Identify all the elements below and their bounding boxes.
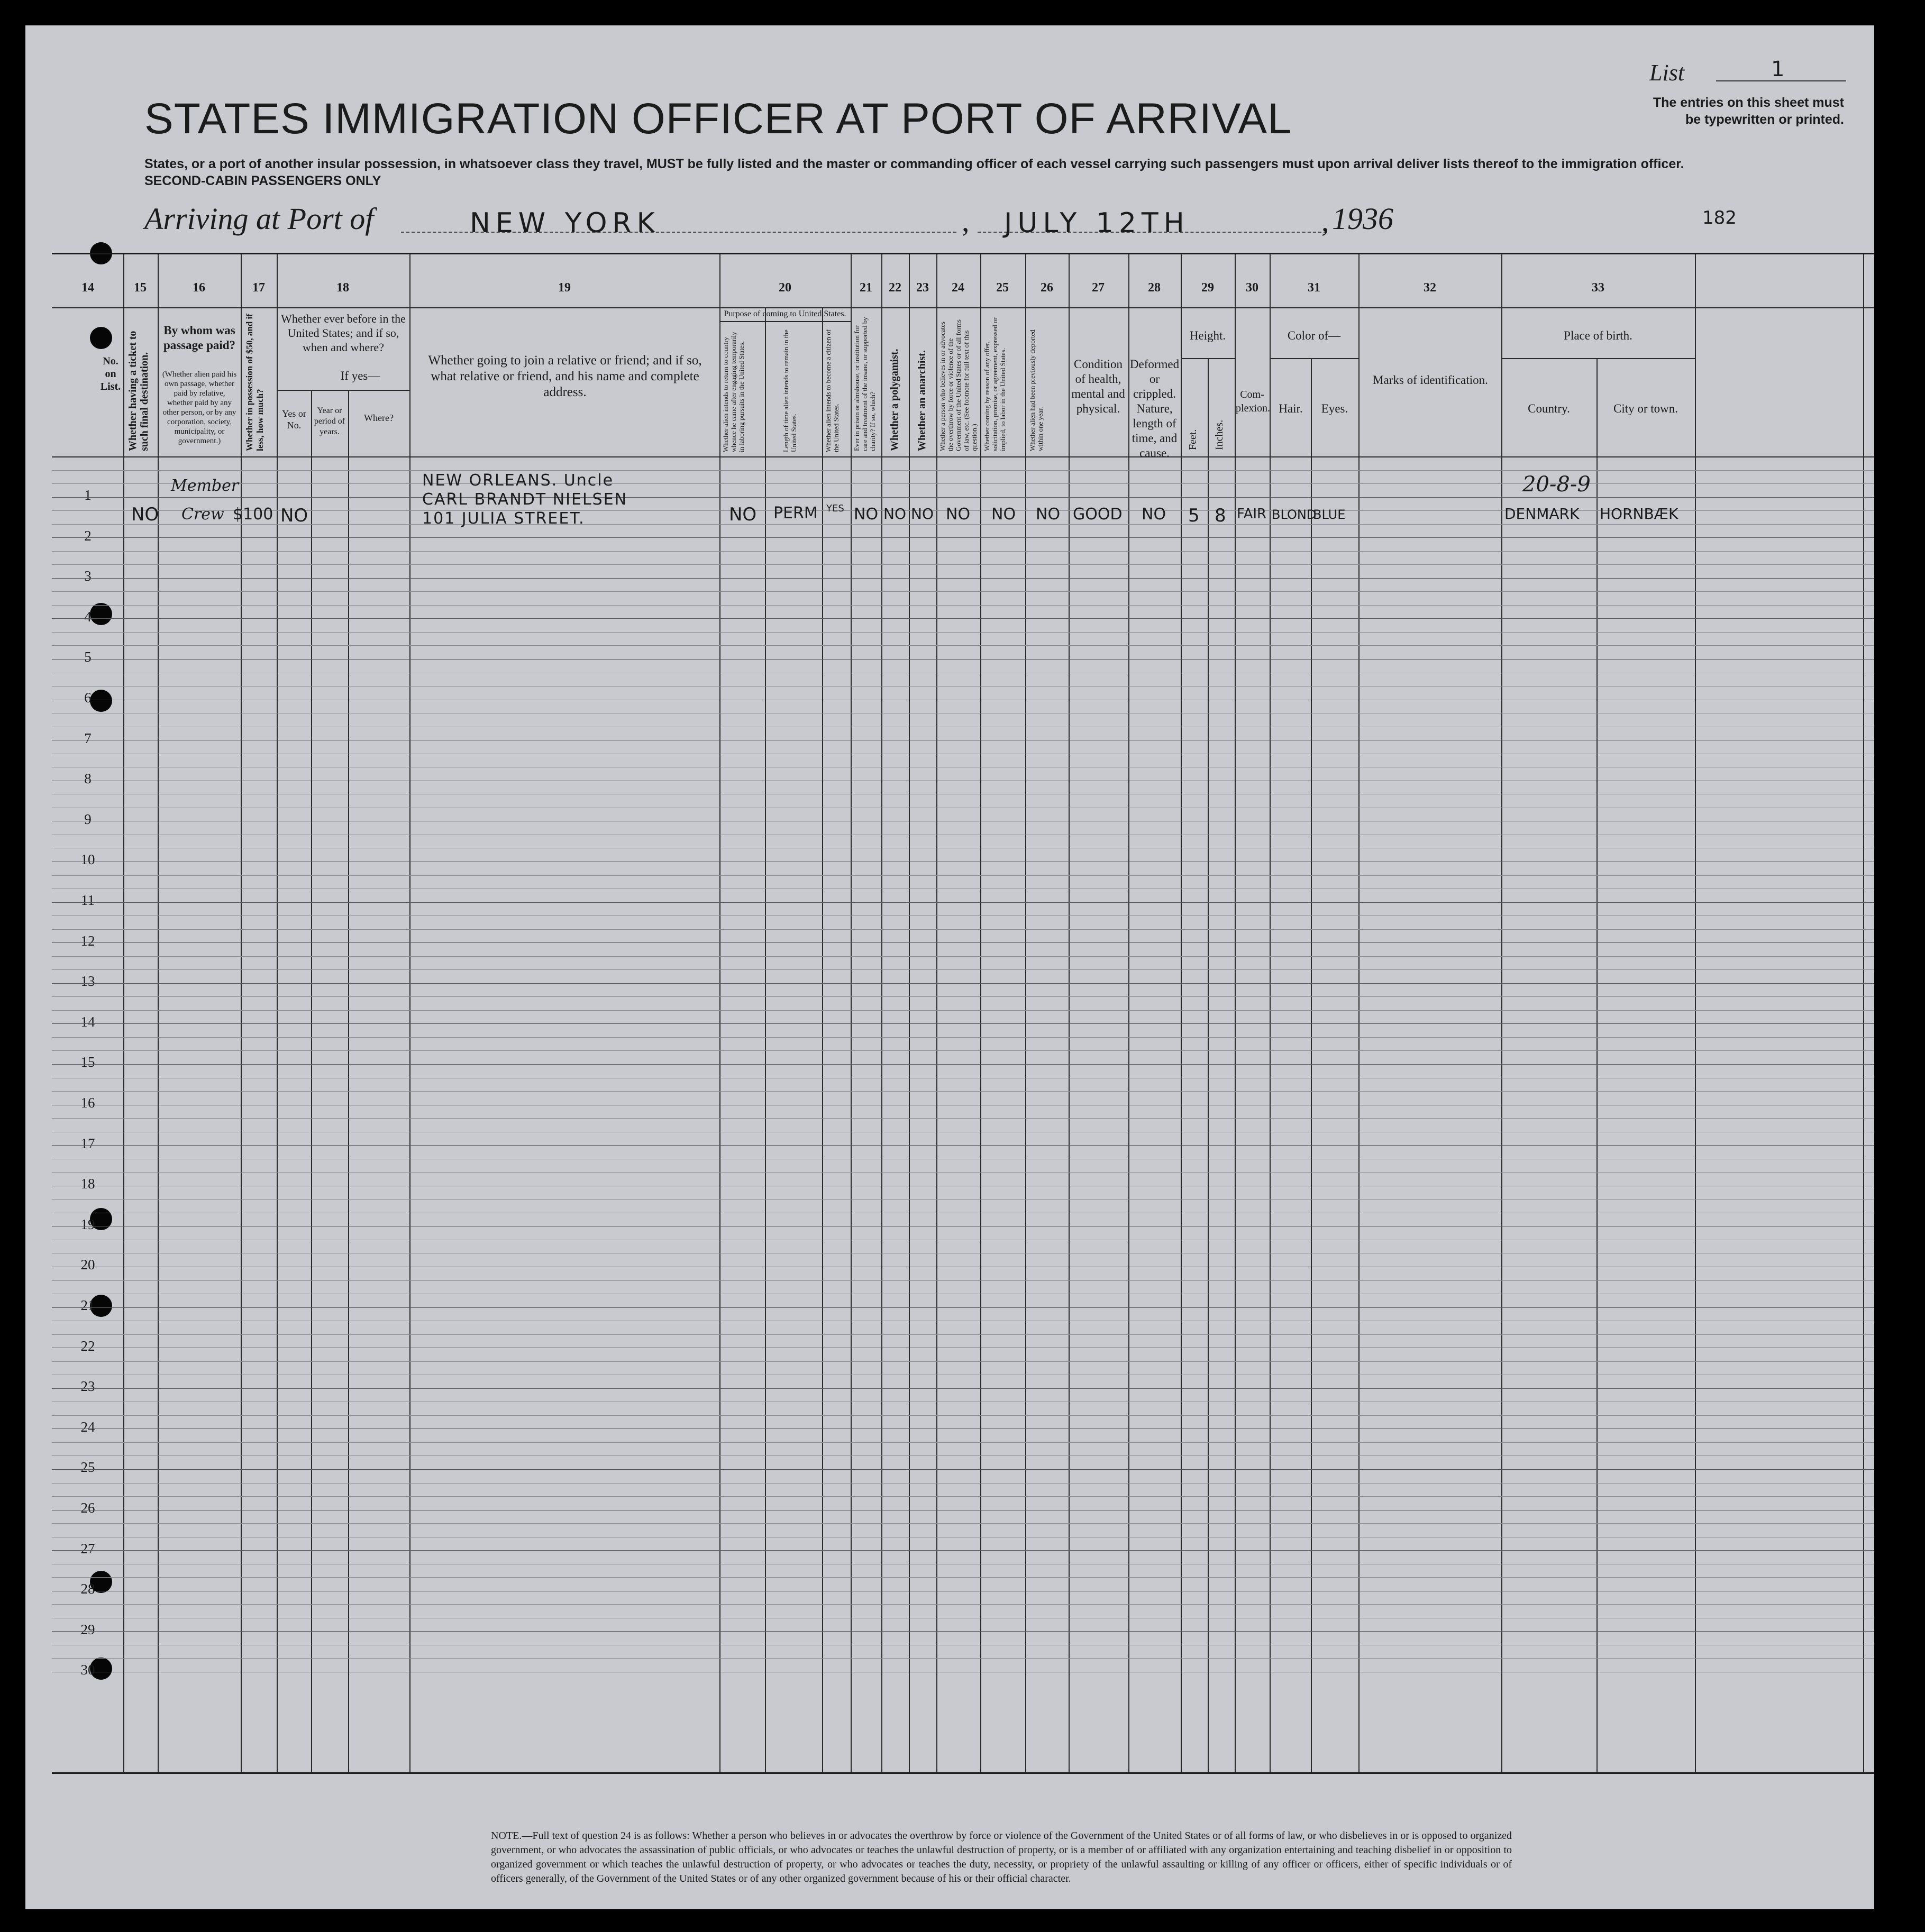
row-rule: [52, 564, 1874, 565]
row-rule: [52, 618, 1874, 619]
row-number: 29: [80, 1621, 95, 1637]
column-rule: [765, 307, 766, 1772]
header-year-period: Year or period of years.: [314, 406, 345, 436]
header-rule: [277, 390, 409, 391]
column-rule: [1270, 254, 1271, 1772]
column-rule: [1025, 254, 1026, 1772]
row-rule: [52, 470, 1874, 471]
entry-anarchist: NO: [911, 505, 934, 523]
row-rule: [52, 1010, 1874, 1011]
column-rule: [1501, 254, 1502, 1772]
entry-before: NO: [280, 505, 308, 526]
header-if-yes: If yes—: [340, 369, 380, 382]
row-number: 14: [80, 1013, 95, 1030]
row-number: 30: [80, 1662, 95, 1678]
row-rule: [52, 551, 1874, 552]
column-rule: [936, 254, 937, 1772]
row-rule: [52, 1037, 1874, 1038]
column-rule: [881, 254, 882, 1772]
row-rule: [52, 1523, 1874, 1524]
row-rule: [52, 1469, 1874, 1470]
column-rule: [241, 254, 242, 1772]
row-number: 15: [80, 1054, 95, 1070]
footnote: NOTE.—Full text of question 24 is as follows: Whether a person who believes in or advocates the overthrow by force or violence of the Government of the United States or of all forms of law, or who disbelieves in or is opposed to organized government, or who advocates the assassination of public officials, or who advocates or teaches the unlawful destruction of property, or is a member of or affiliated with any organization entertaining and teaching disbelief in or opposition to organized government or which teaches the unlawful destruction of property, or who advocates or teaches the duty, necessity, or propriety of the unlawful assaulting or killing of any officer or officers, either of specific individuals or of officers generally, of the Government of the United States or of any other organized government because of his or their official character.: [491, 1830, 1512, 1884]
row-rule: [52, 632, 1874, 633]
row-rule: [52, 902, 1874, 903]
row-rule: [52, 915, 1874, 916]
row-number: 1: [84, 487, 92, 503]
entry-polygamist: NO: [883, 505, 906, 523]
entry-inches: 8: [1215, 505, 1226, 526]
comma: ,: [962, 204, 970, 238]
column-number: 29: [1201, 281, 1214, 295]
row-number: 23: [80, 1378, 95, 1395]
entry-length: PERM: [773, 504, 818, 523]
header-passage-sub: (Whether alien paid his own passage, whether paid by relative, whether paid by any other person, or by any corporation, society, municipality, or government.): [162, 370, 237, 445]
row-rule: [52, 1631, 1874, 1632]
row-rule: [52, 1334, 1874, 1335]
column-rule: [1069, 254, 1070, 1772]
header-overthrow: Whether a person who believes in or advocates the overthrow by force or violence of the Government of the United States or of all forms of law, etc. (See footnote for full text of this question.): [938, 319, 978, 451]
row-rule: [52, 942, 1874, 943]
column-number: 23: [916, 281, 929, 295]
entry-return: NO: [729, 504, 757, 525]
stamp-number: 182: [1702, 207, 1737, 228]
row-number: 6: [84, 690, 92, 706]
header-country: Country.: [1528, 402, 1570, 415]
row-number: 7: [84, 730, 92, 746]
column-rule: [851, 254, 852, 1772]
row-rule: [52, 969, 1874, 970]
row-rule: [52, 1550, 1874, 1551]
entries-note-line: be typewritten or printed.: [1685, 112, 1844, 127]
list-label: List: [1649, 60, 1685, 86]
header-money: Whether in possession of $50, and if less, how much?: [244, 314, 265, 451]
header-color-of: Color of—: [1287, 329, 1341, 342]
row-rule: [52, 1361, 1874, 1362]
column-number: 17: [252, 281, 265, 295]
row-rule: [52, 578, 1874, 579]
row-rule: [52, 1050, 1874, 1051]
row-rule: [52, 1415, 1874, 1416]
header-ticket: Whether having a ticket to such final destination.: [127, 331, 150, 451]
row-number: 13: [80, 973, 95, 990]
row-number: 24: [80, 1418, 95, 1435]
entries-note: [1595, 94, 1844, 128]
header-purpose: Purpose of coming to United States.: [724, 309, 846, 318]
entry-deported: NO: [1036, 505, 1061, 524]
column-number: 22: [889, 281, 901, 295]
header-height: Height.: [1189, 329, 1226, 342]
manifest-table: [52, 253, 1874, 1774]
row-rule: [52, 497, 1874, 498]
header-rule: [52, 456, 1874, 457]
header-marks: Marks of identification.: [1373, 373, 1488, 387]
header-labor: Whether coming by reason of any offer, solicitation, promise, or agreement, expressed or implied, to labor in the United States.: [983, 317, 1007, 451]
entry-ticket: NO: [131, 504, 159, 525]
column-number: 27: [1092, 281, 1105, 295]
header-complexion: Com-plexion.: [1236, 389, 1270, 414]
row-rule: [52, 1064, 1874, 1065]
column-rule: [1863, 254, 1864, 1772]
column-rule: [1695, 254, 1696, 1772]
header-city: City or town.: [1613, 402, 1678, 415]
column-number: 19: [558, 281, 571, 295]
column-rule: [1208, 358, 1209, 1772]
column-rule: [277, 254, 278, 1772]
entry-overthrow: NO: [946, 505, 971, 524]
row-rule: [52, 1199, 1874, 1200]
entry-passage: Member: [171, 477, 239, 495]
row-number: 19: [80, 1216, 95, 1232]
comma: ,: [1321, 204, 1329, 238]
column-number: 33: [1592, 281, 1604, 295]
row-number: 27: [80, 1540, 95, 1556]
header-condition: Condition of health, mental and physical.: [1071, 358, 1125, 415]
row-number: 12: [80, 932, 95, 949]
column-rule: [311, 390, 312, 1772]
entry-join-line-1: NEW ORLEANS. Uncle: [422, 471, 614, 490]
column-rule: [1181, 254, 1182, 1772]
entry-condition: GOOD: [1073, 505, 1123, 524]
row-rule: [52, 1455, 1874, 1456]
row-rule: [52, 537, 1874, 538]
row-number: 5: [84, 649, 92, 665]
header-prison: Ever in prison or almshouse, or institution for care and treatment of the insane, or supported by charity? If so, which?: [853, 317, 877, 451]
header-purpose-length: Length of time alien intends to remain in the United States.: [782, 329, 798, 452]
column-number: 26: [1041, 281, 1053, 295]
column-rule: [123, 254, 124, 1772]
entries-note-line: The entries on this sheet must: [1653, 95, 1844, 110]
header-hair: Hair.: [1279, 402, 1303, 415]
row-rule: [52, 659, 1874, 660]
entry-feet: 5: [1188, 505, 1200, 526]
column-number: 21: [860, 281, 872, 295]
column-number: 18: [336, 281, 349, 295]
row-number: 20: [80, 1257, 95, 1273]
instructions-line: States, or a port of another insular possession, in whatsoever class they travel, MUST be fully listed and the master or commanding officer of each vessel carrying such passengers must upon arrival deliver lists thereof to the immigration officer.: [144, 157, 1684, 171]
column-rule: [719, 254, 720, 1772]
entry-hair: BLOND: [1272, 507, 1317, 522]
header-rule: [719, 321, 851, 322]
row-rule: [52, 983, 1874, 984]
header-eyes: Eyes.: [1321, 402, 1348, 415]
header-deported: Whether alien had been previously deported within one year.: [1028, 329, 1044, 451]
row-rule: [52, 1483, 1874, 1484]
row-rule: [52, 645, 1874, 646]
year-value: 1936: [1332, 202, 1393, 236]
row-rule: [52, 929, 1874, 930]
header-feet: Feet.: [1187, 429, 1199, 450]
row-number: 9: [84, 811, 92, 827]
column-number: 28: [1148, 281, 1161, 295]
instructions: [144, 155, 1684, 189]
column-rule: [980, 254, 981, 1772]
column-number: 32: [1424, 281, 1436, 295]
row-rule: [52, 1604, 1874, 1605]
header-purpose-return: Whether alien intends to return to country whence he came after engaging temporarily in laboring pursuits in the United States.: [722, 332, 745, 452]
column-number: 15: [134, 281, 147, 295]
row-rule: [52, 524, 1874, 525]
entry-annotation: 20-8-9: [1522, 472, 1591, 497]
list-number: 1: [1771, 57, 1785, 81]
column-rule: [158, 254, 159, 1772]
entry-join-line-3: 101 JULIA STREET.: [422, 509, 585, 528]
header-purpose-citizen: Whether alien intends to become a citizen of the United States.: [824, 329, 840, 452]
row-rule: [52, 1145, 1874, 1146]
header-polygamist: Whether a polygamist.: [889, 349, 900, 451]
row-number: 28: [80, 1581, 95, 1597]
row-rule: [52, 875, 1874, 876]
row-rule: [52, 591, 1874, 592]
row-rule: [52, 1388, 1874, 1389]
row-rule: [52, 996, 1874, 997]
row-number: 10: [80, 851, 95, 868]
header-passage-title: By whom was passage paid?: [163, 324, 236, 352]
row-rule: [52, 1307, 1874, 1308]
row-number: 17: [80, 1135, 95, 1151]
page-title: STATES IMMIGRATION OFFICER AT PORT OF ARRIVAL: [144, 95, 1292, 143]
row-number: 3: [84, 568, 92, 584]
row-number: 4: [84, 608, 92, 625]
entry-labor: NO: [991, 505, 1016, 524]
header-birth: Place of birth.: [1564, 329, 1632, 342]
column-number: 16: [193, 281, 205, 295]
date-value: JULY 12TH: [1004, 207, 1190, 239]
header-rule: [1501, 358, 1695, 359]
passenger-class: SECOND-CABIN PASSENGERS ONLY: [144, 173, 381, 188]
port-value: NEW YORK: [470, 207, 660, 239]
column-rule: [409, 254, 410, 1772]
row-number: 11: [81, 892, 95, 908]
column-rule: [1128, 254, 1129, 1772]
column-rule: [822, 307, 823, 1772]
entry-deformed: NO: [1142, 505, 1166, 524]
arriving-label: Arriving at Port of: [144, 202, 374, 236]
row-rule: [52, 1442, 1874, 1443]
entry-passage-2: Crew: [181, 505, 224, 524]
column-rule: [909, 254, 910, 1772]
entry-citizen: YES: [826, 503, 844, 514]
row-number: 8: [84, 771, 92, 787]
column-number: 14: [81, 281, 94, 295]
header-deformed: Deformed or crippled. Nature, length of time, and cause.: [1129, 358, 1180, 460]
entry-money: $100: [233, 505, 273, 524]
column-number: 25: [996, 281, 1009, 295]
column-rule: [1235, 254, 1236, 1772]
header-rule: [52, 307, 1874, 308]
entry-country: DENMARK: [1504, 505, 1580, 523]
row-number: 26: [80, 1500, 95, 1516]
header-where: Where?: [364, 413, 394, 423]
entry-prison: NO: [854, 505, 879, 524]
column-number: 24: [952, 281, 964, 295]
row-number: 25: [80, 1459, 95, 1476]
column-rule: [1596, 358, 1598, 1772]
manifest-sheet: [25, 25, 1874, 1909]
column-rule: [1311, 358, 1312, 1772]
row-number: 18: [80, 1176, 95, 1192]
column-number: 20: [779, 281, 791, 295]
entry-city: HORNBÆK: [1600, 505, 1678, 523]
row-rule: [52, 1023, 1874, 1024]
row-number: 22: [80, 1338, 95, 1354]
row-rule: [52, 1496, 1874, 1497]
row-rule: [52, 1091, 1874, 1092]
column-number: 30: [1246, 281, 1258, 295]
row-number: 2: [84, 527, 92, 544]
column-rule: [348, 390, 349, 1772]
header-anarchist: Whether an anarchist.: [916, 350, 928, 451]
entry-eyes: BLUE: [1313, 507, 1346, 522]
header-yes-no: Yes or No.: [282, 408, 306, 431]
row-rule: [52, 1658, 1874, 1659]
header-join: Whether going to join a relative or friend; and if so, what relative or friend, and his name and complete address.: [428, 353, 702, 399]
entry-complexion: FAIR: [1237, 506, 1267, 522]
row-rule: [52, 956, 1874, 957]
column-number: 31: [1308, 281, 1320, 295]
row-rule: [52, 1577, 1874, 1578]
row-rule: [52, 483, 1874, 484]
row-rule: [52, 1118, 1874, 1119]
header-inches: Inches.: [1214, 419, 1225, 450]
header-rule: [1270, 358, 1358, 359]
row-rule: [52, 1172, 1874, 1173]
header-no-on-list: No. on List.: [100, 355, 121, 392]
row-rule: [52, 1280, 1874, 1281]
header-before-title: Whether ever before in the United States; and if so, when and where?: [281, 312, 406, 354]
column-rule: [1358, 254, 1360, 1772]
header-rule: [1181, 358, 1235, 359]
row-number: 21: [80, 1297, 95, 1313]
row-rule: [52, 605, 1874, 606]
entry-join-line-2: CARL BRANDT NIELSEN: [422, 490, 628, 509]
row-number: 16: [80, 1095, 95, 1111]
